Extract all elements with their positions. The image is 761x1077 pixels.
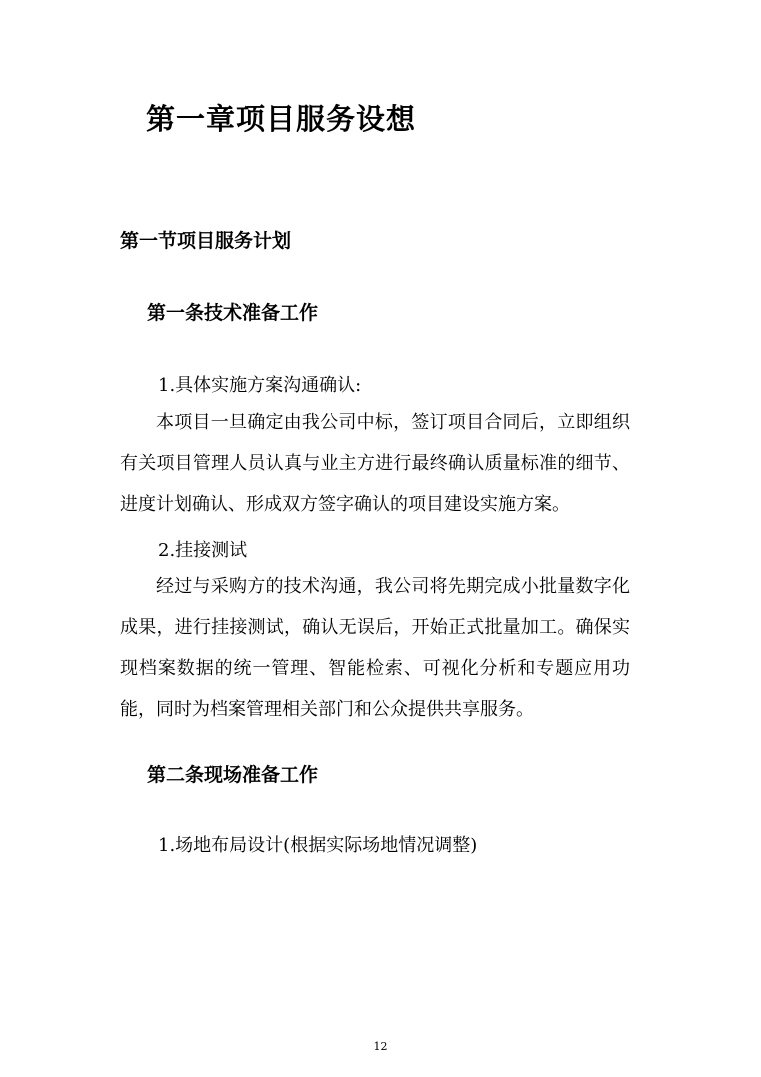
paragraph-plan-confirmation: 本项目一旦确定由我公司中标，签订项目合同后，立即组织有关项目管理人员认真与业主方进行最终确认质量标准的细节、进度计划确认、形成双方签字确认的项目建设实施方案。 bbox=[120, 412, 630, 515]
chapter-title: 第一章项目服务设想 bbox=[146, 102, 417, 136]
section-title: 第一节项目服务计划 bbox=[120, 230, 292, 252]
article-title-site-prep: 第二条现场准备工作 bbox=[147, 764, 319, 786]
item-label-plan-confirmation: 1.具体实施方案沟通确认: bbox=[158, 375, 362, 396]
page-number: 12 bbox=[373, 1040, 388, 1053]
article-title-technical-prep: 第一条技术准备工作 bbox=[147, 302, 319, 324]
item-label-mount-test: 2.挂接测试 bbox=[158, 540, 248, 561]
paragraph-mount-test: 经过与采购方的技术沟通，我公司将先期完成小批量数字化成果，进行挂接测试，确认无误后，开始正式批量加工。确保实现档案数据的统一管理、智能检索、可视化分析和专题应用功能，同时为档案管理相关部门和公众提供共享服务。 bbox=[120, 576, 630, 720]
item-label-site-layout: 1.场地布局设计(根据实际场地情况调整) bbox=[158, 835, 478, 856]
